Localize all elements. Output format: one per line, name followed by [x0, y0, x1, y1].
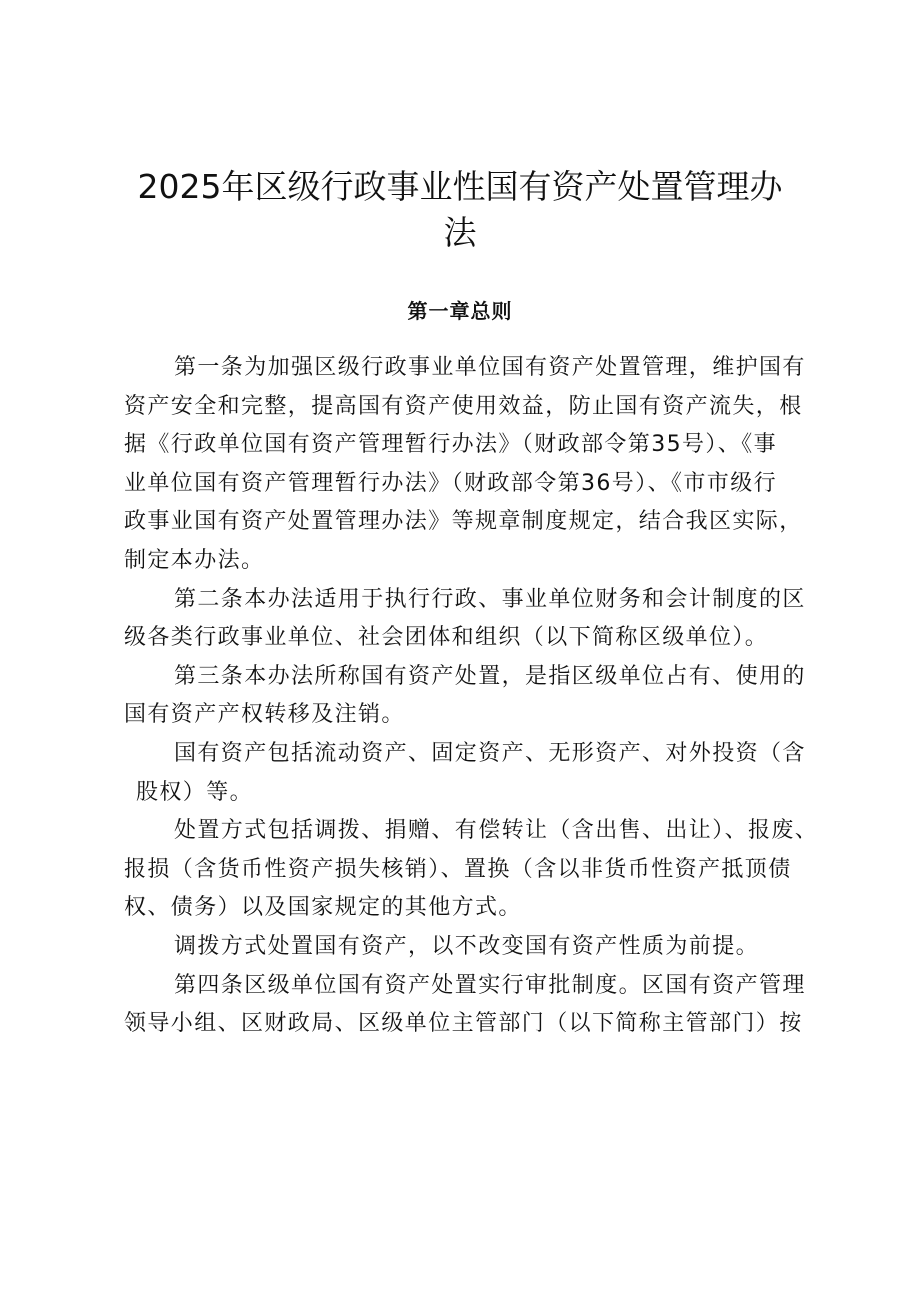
text-line: 制定本办法。	[124, 547, 265, 573]
text-line: 报损（含货币性资产损失核销）、置换（含以非货币性资产抵顶债	[124, 856, 792, 882]
disposal-methods-paragraph	[124, 812, 819, 928]
text-line: 调拨方式处置国有资产，以不改变国有资产性质为前提。	[174, 933, 760, 959]
asset-types-paragraph	[124, 735, 804, 812]
text-line: 权、债务）以及国家规定的其他方式。	[124, 895, 522, 921]
article-1-paragraph	[124, 349, 804, 581]
text-line: 政事业国有资产处置管理办法》等规章制度规定，结合我区实际，	[124, 509, 803, 535]
title-line: 2025年区级行政事业性国有资产处置管理办	[137, 167, 783, 206]
document-title	[120, 164, 800, 256]
text-line: 业单位国有资产管理暂行办法》（财政部令第36号）、《市市级行	[124, 470, 777, 496]
text-line: 级各类行政事业单位、社会团体和组织（以下简称区级单位）。	[124, 625, 769, 651]
text-line: 第二条本办法适用于执行行政、事业单位财务和会计制度的区	[174, 586, 806, 612]
document-body	[124, 349, 819, 1044]
title-line: 法	[443, 213, 477, 252]
chapter-heading: 第一章总则	[407, 299, 513, 323]
article-2-paragraph	[124, 581, 804, 658]
text-line: 第一条为加强区级行政事业单位国有资产处置管理，维护国有	[174, 355, 806, 380]
text-line: 股权）等。	[136, 779, 254, 805]
text-line: 处置方式包括调拨、捐赠、有偿转让（含出售、出让）、报废、	[174, 818, 819, 844]
transfer-paragraph	[124, 928, 804, 967]
text-line: 据《行政单位国有资产管理暂行办法》（财政部令第35号）、《事	[124, 432, 777, 458]
article-4-paragraph	[124, 967, 804, 1044]
text-line: 国有资产包括流动资产、固定资产、无形资产、对外投资（含	[174, 740, 806, 766]
article-3-paragraph	[124, 658, 804, 735]
text-line: 第四条区级单位国有资产处置实行审批制度。区国有资产管理	[174, 972, 806, 998]
text-line: 资产安全和完整，提高国有资产使用效益，防止国有资产流失，根	[124, 393, 803, 419]
text-line: 领导小组、区财政局、区级单位主管部门（以下简称主管部门）按	[124, 1011, 803, 1037]
text-line: 第三条本办法所称国有资产处置，是指区级单位占有、使用的	[174, 663, 806, 689]
text-line: 国有资产产权转移及注销。	[124, 702, 405, 728]
